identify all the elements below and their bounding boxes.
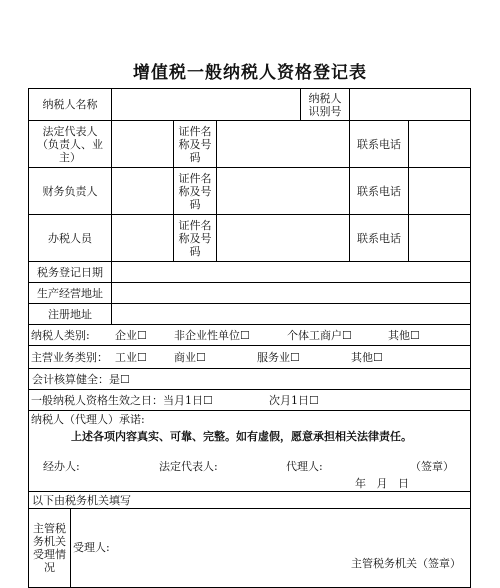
- finance-head-phone-field[interactable]: [408, 167, 471, 215]
- legal-rep-field[interactable]: [111, 120, 174, 168]
- tax-officer-id-field[interactable]: [216, 214, 350, 262]
- legal-rep-sign-label: 法定代表人:: [159, 460, 218, 473]
- taxpayer-type-row: [28, 324, 471, 346]
- business-other-checkbox[interactable]: 其他☐: [351, 350, 383, 364]
- type-nonenterprise-checkbox[interactable]: 非企业性单位☐: [174, 328, 250, 342]
- business-industry-checkbox[interactable]: 工业☐: [115, 350, 147, 364]
- taxpayer-name-label: 纳税人名称: [28, 88, 112, 121]
- taxpayer-name-field[interactable]: [111, 88, 301, 121]
- legal-rep-phone-label: 联系电话: [349, 120, 409, 168]
- tax-officer-id-label: 证件名 称及号 码: [173, 214, 217, 262]
- registration-form: [28, 88, 471, 588]
- business-service-checkbox[interactable]: 服务业☐: [257, 350, 300, 364]
- taxpayer-type-label: 纳税人类别:: [31, 328, 90, 342]
- tax-officer-phone-label: 联系电话: [349, 214, 409, 262]
- finance-head-id-field[interactable]: [216, 167, 350, 215]
- type-enterprise-checkbox[interactable]: 企业☐: [115, 328, 147, 342]
- accounting-checkbox[interactable]: 会计核算健全：是☐: [32, 372, 130, 386]
- declaration-date: 年 月 日: [355, 477, 409, 490]
- declaration-statement: 上述各项内容真实、可靠、完整。如有虚假，愿意承担相关法律责任。: [71, 430, 412, 443]
- handler-label: 经办人:: [43, 460, 80, 473]
- tax-officer-phone-field[interactable]: [408, 214, 471, 262]
- biz-address-label: 生产经营地址: [28, 282, 112, 304]
- tax-officer-field[interactable]: [111, 214, 174, 262]
- declaration-block: [28, 410, 471, 492]
- finance-head-phone-label: 联系电话: [349, 167, 409, 215]
- taxpayer-id-field[interactable]: [349, 88, 471, 121]
- form-title: 增值税一般纳税人资格登记表: [133, 63, 367, 83]
- effective-date-row: [28, 389, 471, 411]
- legal-rep-id-field[interactable]: [216, 120, 350, 168]
- tax-authority-side-label: 主管税 务机关 受理情 况: [28, 508, 71, 588]
- effective-next-month-checkbox[interactable]: 次月1日☐: [269, 393, 319, 407]
- finance-head-label: 财务负责人: [28, 167, 112, 215]
- legal-rep-phone-field[interactable]: [408, 120, 471, 168]
- tax-authority-content: [70, 508, 471, 588]
- main-business-label: 主营业务类别：: [31, 350, 108, 364]
- legal-rep-label: 法定代表人 （负责人、业 主）: [28, 120, 112, 168]
- taxpayer-id-label: 纳税人 识别号: [300, 88, 350, 121]
- legal-rep-id-label: 证件名 称及号 码: [173, 120, 217, 168]
- type-individual-checkbox[interactable]: 个体工商户☐: [287, 328, 352, 342]
- tax-reg-date-label: 税务登记日期: [28, 261, 112, 283]
- agent-label: 代理人:: [286, 460, 323, 473]
- tax-reg-date-field[interactable]: [111, 261, 471, 283]
- receiver-label: 受理人:: [73, 541, 110, 554]
- effective-current-month-checkbox[interactable]: 一般纳税人资格生效之日：当月1日☐: [31, 393, 213, 407]
- type-other-checkbox[interactable]: 其他☐: [388, 328, 420, 342]
- finance-head-field[interactable]: [111, 167, 174, 215]
- finance-head-id-label: 证件名 称及号 码: [173, 167, 217, 215]
- authority-seal-label: 主管税务机关（签章）: [351, 557, 461, 570]
- biz-address-field[interactable]: [111, 282, 471, 304]
- accounting-row: [28, 368, 471, 390]
- sign-seal-label: （签章）: [410, 460, 454, 473]
- tax-authority-header: 以下由税务机关填写: [28, 491, 471, 509]
- reg-address-label: 注册地址: [28, 303, 112, 325]
- declaration-label: 纳税人（代理人）承诺:: [31, 413, 145, 426]
- business-commerce-checkbox[interactable]: 商业☐: [174, 350, 206, 364]
- reg-address-field[interactable]: [111, 303, 471, 325]
- main-business-row: [28, 345, 471, 369]
- tax-officer-label: 办税人员: [28, 214, 112, 262]
